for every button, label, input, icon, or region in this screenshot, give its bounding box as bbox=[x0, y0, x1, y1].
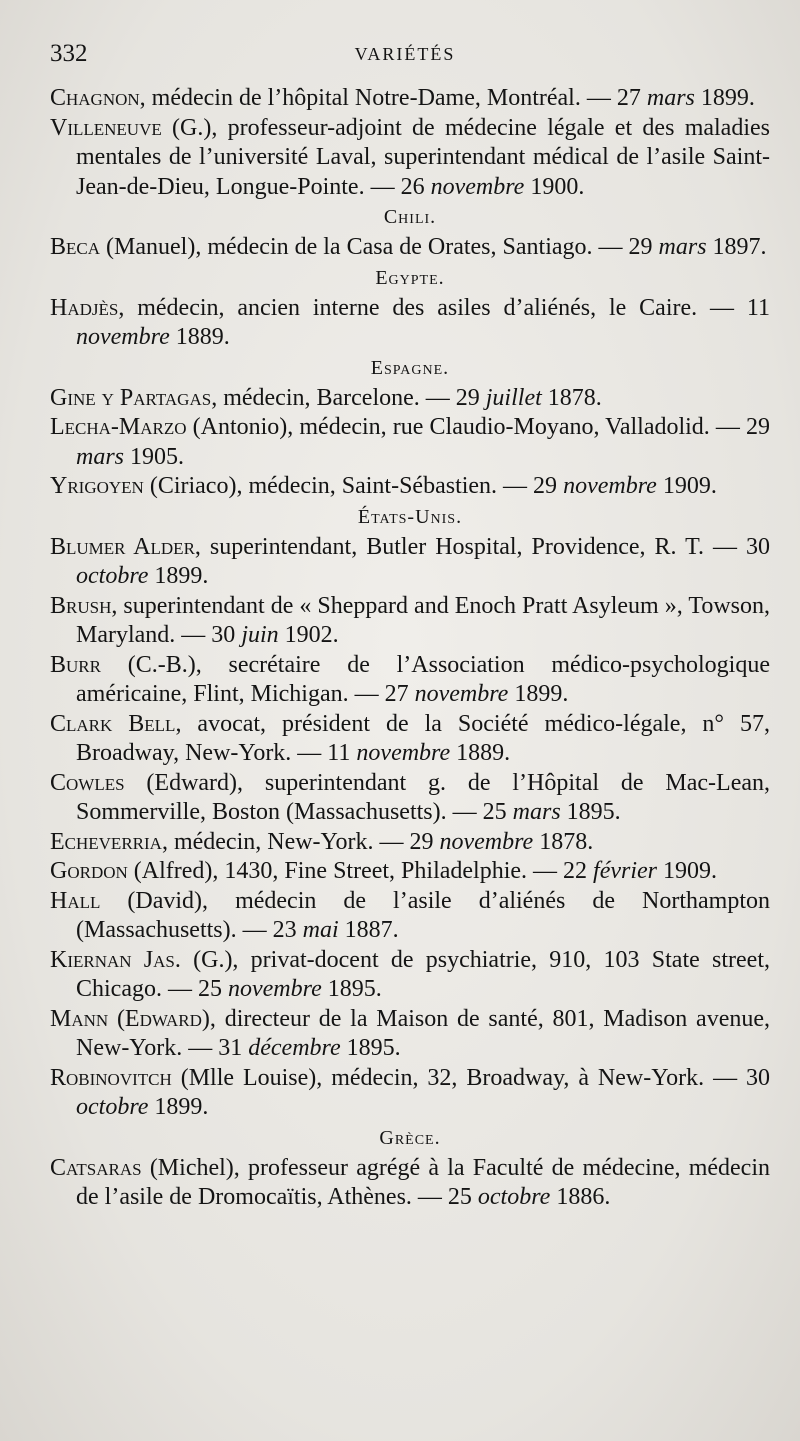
entry-name: Chagnon bbox=[50, 85, 140, 111]
entry-details: (Edward), superintendant g. de l’Hôpital de Mac-Lean, Sommerville, Boston (Massachusetts). — 25 bbox=[76, 769, 770, 825]
page-header bbox=[50, 40, 760, 74]
entry-year: 1899. bbox=[694, 85, 755, 111]
entry-details: (Michel), professeur agrégé à la Faculté de médecine, médecin de l’asile de Dromocaïtis, Athènes. — 25 bbox=[76, 1154, 770, 1210]
entry-name: Hadjès bbox=[50, 294, 119, 321]
entry-details: (Antonio), médecin, rue Claudio-Moyano, Valladolid. — 29 bbox=[186, 414, 770, 440]
directory-entry bbox=[50, 413, 770, 472]
entry-name: Echeverria bbox=[50, 828, 162, 855]
entry-year: 1899. bbox=[148, 1094, 209, 1120]
entry-name: Blumer Alder bbox=[50, 533, 195, 560]
directory-listing bbox=[50, 84, 770, 1213]
entry-details: , superintendant, Butler Hospital, Providence, R. T. — 30 bbox=[194, 533, 771, 560]
section-heading: Grèce. bbox=[379, 1126, 441, 1149]
entry-year: 1878. bbox=[541, 384, 602, 411]
directory-entry bbox=[50, 946, 770, 1005]
entry-name: Yrigoyen bbox=[50, 473, 144, 499]
entry-month: mars bbox=[512, 799, 561, 825]
entry-year: 1889. bbox=[169, 324, 230, 350]
entry-name: Burr bbox=[50, 651, 101, 678]
entry-name: Hall bbox=[50, 887, 101, 914]
entry-year: 1886. bbox=[550, 1184, 611, 1210]
directory-entry bbox=[50, 384, 770, 414]
entry-name: Gordon bbox=[50, 858, 128, 884]
entry-details: , médecin, ancien interne des asiles d’aliénés, le Caire. — 11 bbox=[118, 294, 770, 321]
entry-year: 1900. bbox=[524, 173, 585, 200]
entry-month: mars bbox=[76, 443, 125, 470]
entry-year: 1909. bbox=[656, 473, 717, 499]
directory-entry bbox=[50, 857, 770, 887]
entry-year: 1899. bbox=[508, 681, 569, 707]
entry-details: , médecin de l’hôpital Notre-Dame, Montréal. — 27 bbox=[139, 85, 647, 111]
directory-entry bbox=[50, 592, 770, 651]
entry-name: Cowles bbox=[50, 769, 125, 796]
entry-details: (Manuel), médecin de la Casa de Orates, Santiago. — 29 bbox=[100, 234, 659, 260]
running-title: VARIÉTÉS bbox=[354, 44, 456, 64]
entry-month: novembre bbox=[414, 681, 509, 707]
directory-entry bbox=[50, 1005, 770, 1064]
entry-month: octobre bbox=[477, 1184, 551, 1210]
entry-name: Beca bbox=[50, 234, 101, 260]
entry-month: mai bbox=[302, 917, 339, 943]
entry-month: mars bbox=[658, 234, 707, 260]
entry-month: novembre bbox=[227, 976, 322, 1002]
entry-details: (C.-B.), secrétaire de l’Association médico-psychologique américaine, Flint, Michigan. — 27 bbox=[76, 651, 770, 707]
entry-details: (Ciriaco), médecin, Saint-Sébastien. — 29 bbox=[143, 473, 564, 499]
directory-entry bbox=[50, 769, 770, 828]
entry-year: 1905. bbox=[124, 443, 185, 470]
entry-name: Lecha-Marzo bbox=[50, 414, 187, 440]
entry-year: 1895. bbox=[321, 976, 382, 1002]
page-number: 332 bbox=[50, 40, 88, 67]
directory-entry bbox=[50, 533, 770, 592]
entry-details: (G.), professeur-adjoint de médecine légale et des maladies mentales de l’université Laval, superintendant médical de l’asile Saint-Jean-de-Dieu, Longue-Pointe. — 26 bbox=[76, 114, 770, 200]
entry-month: juin bbox=[241, 622, 279, 648]
entry-year: 1887. bbox=[338, 917, 399, 943]
entry-year: 1895. bbox=[340, 1035, 401, 1061]
entry-details: (Alfred), 1430, Fine Street, Philadelphie. — 22 bbox=[127, 858, 594, 884]
directory-entry bbox=[50, 1154, 770, 1213]
entry-details: (David), médecin de l’asile d’aliénés de Northampton (Massachusetts). — 23 bbox=[76, 887, 770, 943]
entry-details: , médecin, New-York. — 29 bbox=[161, 828, 440, 855]
directory-entry bbox=[50, 84, 770, 114]
entry-name: Clark Bell bbox=[50, 710, 176, 737]
entry-year: 1878. bbox=[533, 828, 594, 855]
entry-year: 1897. bbox=[706, 234, 767, 260]
entry-year: 1899. bbox=[148, 563, 209, 589]
directory-entry bbox=[50, 710, 770, 769]
directory-entry bbox=[50, 233, 770, 263]
entry-name: Villeneuve bbox=[50, 114, 162, 141]
entry-details: , avocat, président de la Société médico-légale, n° 57, Broadway, New-York. — 11 bbox=[76, 710, 771, 766]
entry-name: Brush bbox=[50, 592, 112, 619]
directory-entry bbox=[50, 472, 770, 502]
entry-month: novembre bbox=[430, 173, 525, 200]
directory-entry bbox=[50, 651, 770, 710]
entry-details: (Mlle Louise), médecin, 32, Broadway, à New-York. — 30 bbox=[171, 1064, 770, 1091]
entry-month: octobre bbox=[76, 563, 149, 589]
entry-name: Robinovitch bbox=[50, 1064, 172, 1091]
section-heading: Espagne. bbox=[370, 356, 450, 379]
entry-month: novembre bbox=[356, 740, 451, 766]
section-heading: États-Unis. bbox=[357, 505, 463, 528]
entry-month: décembre bbox=[248, 1035, 341, 1061]
directory-entry bbox=[50, 828, 770, 858]
entry-month: mars bbox=[646, 85, 695, 111]
entry-month: octobre bbox=[76, 1094, 149, 1120]
entry-name: Gine y Partagas bbox=[50, 384, 212, 411]
entry-year: 1909. bbox=[657, 858, 718, 884]
entry-month: novembre bbox=[76, 324, 170, 350]
section-heading: Chili. bbox=[383, 206, 437, 228]
entry-name: Catsaras bbox=[50, 1154, 142, 1181]
entry-month: novembre bbox=[563, 473, 657, 499]
entry-name: Kiernan Jas. bbox=[50, 946, 181, 973]
directory-entry bbox=[50, 887, 770, 946]
directory-entry bbox=[50, 1064, 770, 1123]
entry-month: février bbox=[593, 858, 658, 884]
entry-details: , directeur de la Maison de santé, 801, Madison avenue, New-York. — 31 bbox=[76, 1005, 770, 1061]
entry-details: , superintendant de « Sheppard and Enoch Pratt Asyleum », Towson, Maryland. — 30 bbox=[76, 592, 770, 648]
directory-entry bbox=[50, 294, 770, 353]
section-heading: Egypte. bbox=[375, 266, 445, 289]
entry-month: juillet bbox=[485, 384, 542, 411]
entry-year: 1889. bbox=[450, 740, 511, 766]
entry-details: , médecin, Barcelone. — 29 bbox=[211, 384, 486, 411]
directory-entry bbox=[50, 114, 770, 203]
entry-month: novembre bbox=[439, 828, 534, 855]
entry-year: 1902. bbox=[278, 622, 339, 648]
entry-name: Mann (Edward) bbox=[50, 1005, 210, 1032]
entry-year: 1895. bbox=[560, 799, 621, 825]
entry-details: (G.), privat-docent de psychiatrie, 910, 103 State street, Chicago. — 25 bbox=[76, 946, 771, 1002]
